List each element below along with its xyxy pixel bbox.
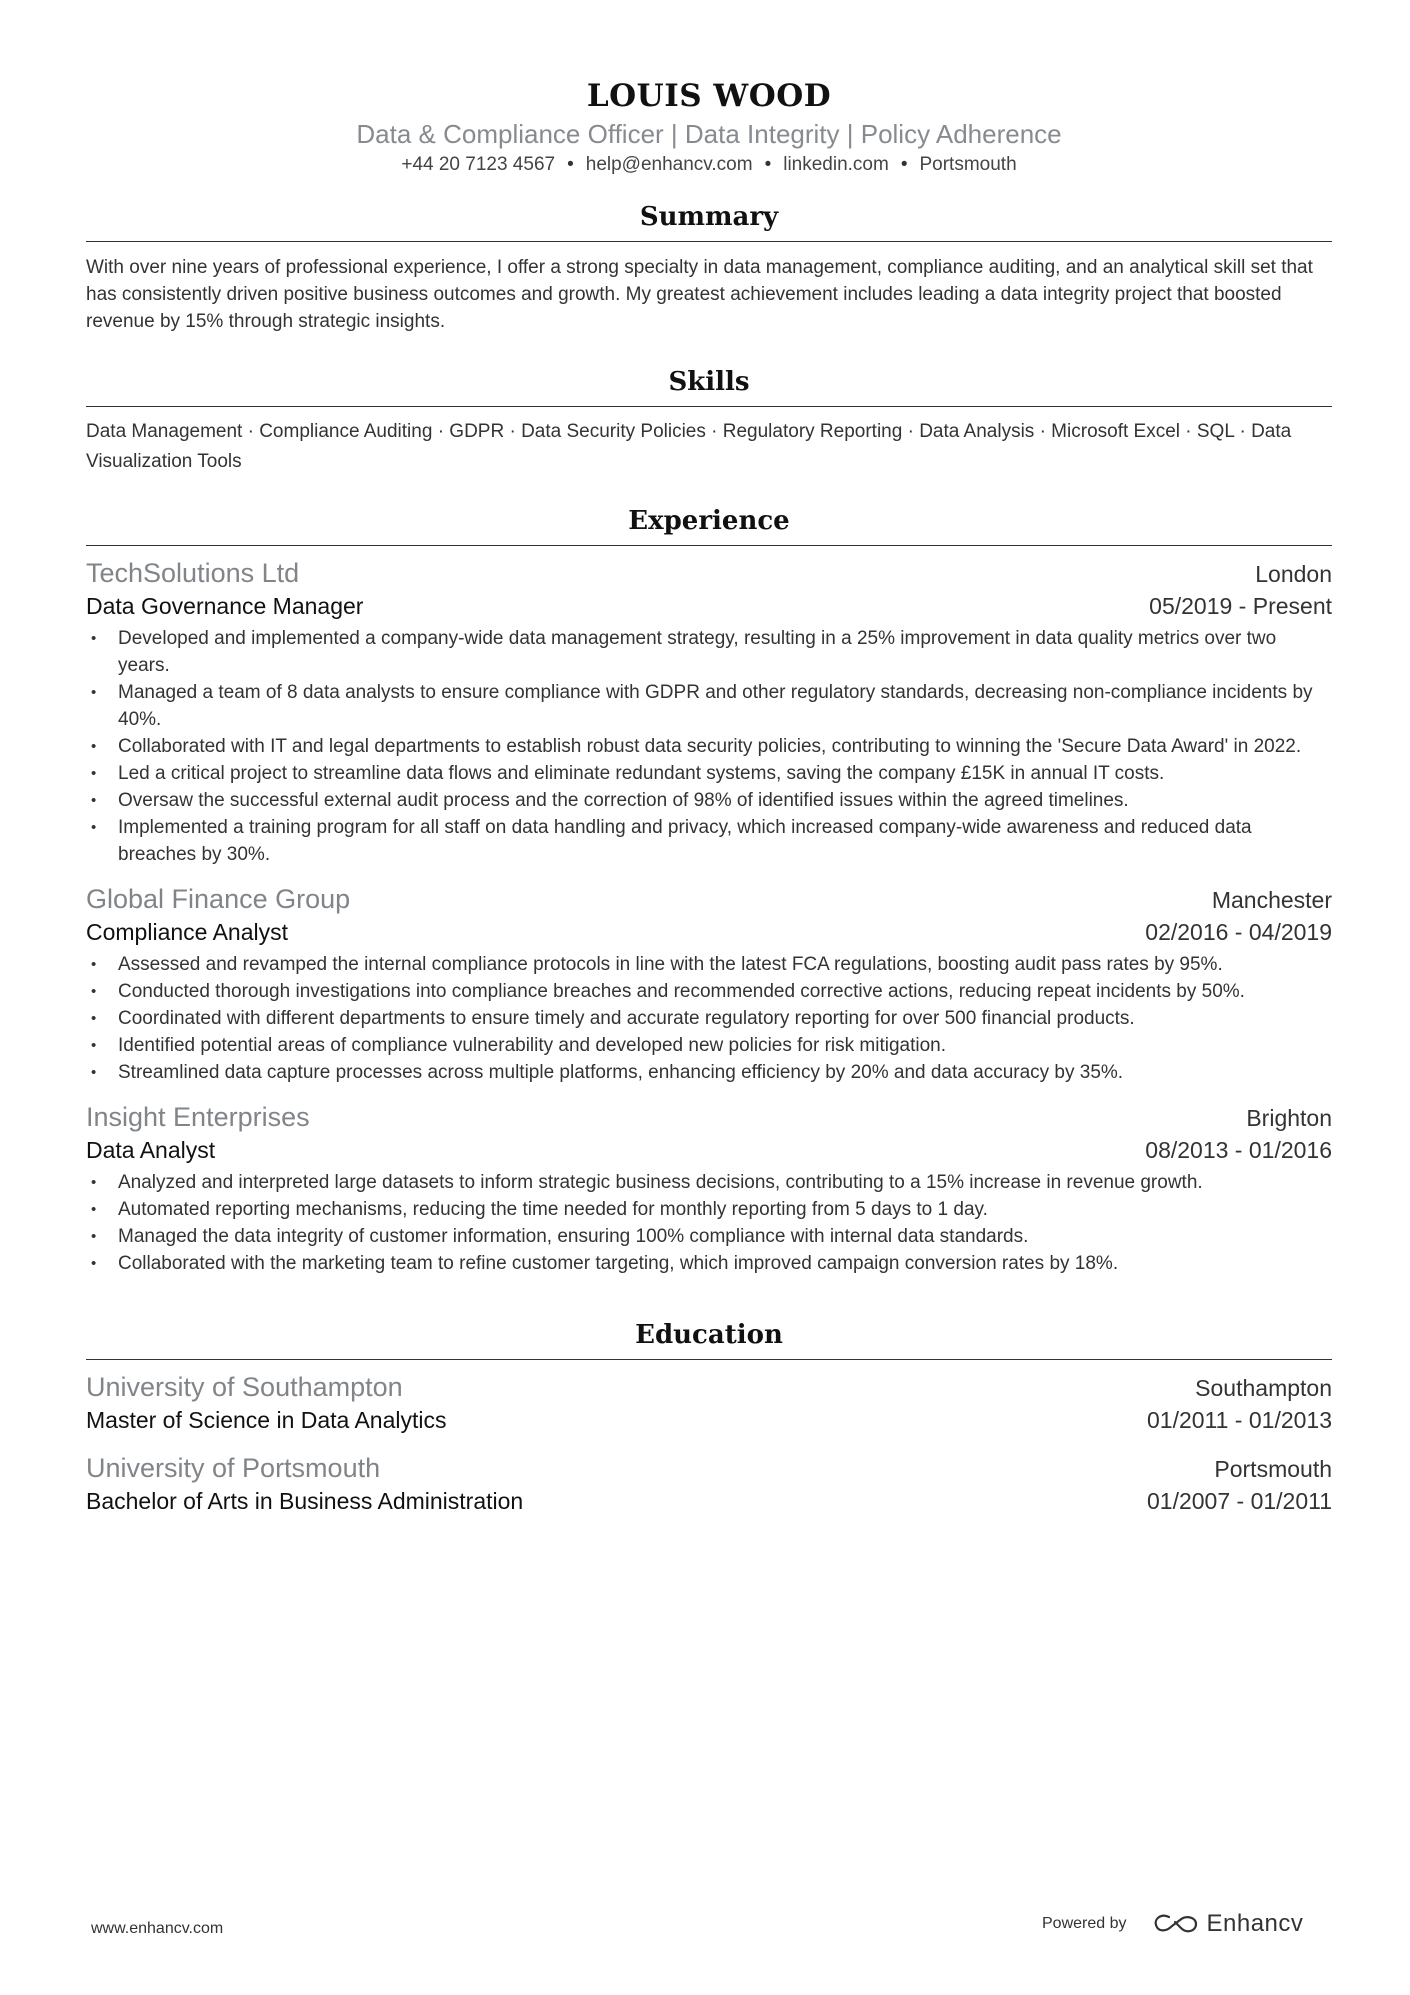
- separator-dot: •: [764, 154, 772, 175]
- achievement-item: • Managed the data integrity of customer information, ensuring 100% compliance with internal data standards.: [118, 1223, 1332, 1250]
- education-entry: [86, 1451, 1332, 1517]
- achievement-item: • Collaborated with the marketing team to refine customer targeting, which improved campaign conversion rates by 18%.: [118, 1250, 1332, 1277]
- achievement-item: • Automated reporting mechanisms, reducing the time needed for monthly reporting from 5 days to 1 day.: [118, 1196, 1332, 1223]
- school-name: University of Portsmouth: [86, 1453, 381, 1483]
- education-section: [86, 1318, 1332, 1517]
- achievement-list: [86, 625, 1332, 868]
- experience-section: [86, 504, 1332, 1277]
- job-location: London: [1255, 561, 1332, 587]
- enhancv-brand-link[interactable]: [1151, 1910, 1304, 1938]
- linkedin-link[interactable]: linkedin.com: [783, 154, 889, 175]
- school-name: University of Southampton: [86, 1372, 403, 1402]
- job-location: Manchester: [1211, 887, 1332, 913]
- footer-branding: [1042, 1910, 1303, 1938]
- section-title-summary: Summary: [86, 200, 1332, 242]
- achievement-list: [86, 951, 1332, 1086]
- job-title: Compliance Analyst: [86, 919, 288, 945]
- footer-website-link[interactable]: www.enhancv.com: [91, 1920, 224, 1937]
- powered-by-text: Powered by: [1042, 1915, 1127, 1932]
- section-title-education: Education: [86, 1318, 1332, 1360]
- experience-entry: [86, 556, 1332, 868]
- education-dates: 01/2007 - 01/2011: [1146, 1488, 1332, 1514]
- experience-entry: [86, 882, 1332, 1086]
- degree-name: Master of Science in Data Analytics: [86, 1407, 447, 1433]
- company-name: Global Finance Group: [86, 884, 351, 914]
- achievement-item: • Streamlined data capture processes across multiple platforms, enhancing efficiency by 20% and data accuracy by 35%.: [118, 1059, 1332, 1086]
- contact-line: [86, 153, 1332, 177]
- achievement-item: • Developed and implemented a company-wide data management strategy, resulting in a 25% improvement in data quality metrics over two years.: [118, 625, 1332, 679]
- education-dates: 01/2011 - 01/2013: [1146, 1407, 1332, 1433]
- section-title-experience: Experience: [86, 504, 1332, 546]
- resume-page: [86, 0, 1332, 1517]
- achievement-item: • Led a critical project to streamline data flows and eliminate redundant systems, saving the company £15K in annual IT costs.: [118, 760, 1332, 787]
- phone-text: +44 20 7123 4567: [401, 154, 556, 175]
- experience-entry: [86, 1100, 1332, 1277]
- job-location: Brighton: [1246, 1105, 1332, 1131]
- achievement-item: • Oversaw the successful external audit process and the correction of 98% of identified issues within the agreed timelines.: [118, 787, 1332, 814]
- separator-dot: •: [567, 154, 574, 175]
- brand-name: Enhancv: [1206, 1910, 1304, 1937]
- section-title-skills: Skills: [86, 365, 1332, 407]
- enhancv-logo-icon: [1151, 1911, 1201, 1937]
- summary-text: With over nine years of professional experience, I offer a strong specialty in data management, compliance auditing, and an analytical skill set that has consistently driven positive business outcomes and growth. My greatest achievement includes leading a data integrity project that boosted revenue by 15% through strategic insights.: [86, 257, 1313, 332]
- candidate-name: LOUIS WOOD: [586, 78, 832, 114]
- education-entry: [86, 1370, 1332, 1436]
- achievement-item: • Managed a team of 8 data analysts to ensure compliance with GDPR and other regulatory standards, decreasing non-compliance incidents by 40%.: [118, 679, 1332, 733]
- job-dates: 02/2016 - 04/2019: [1145, 919, 1332, 945]
- achievement-item: • Assessed and revamped the internal compliance protocols in line with the latest FCA regulations, boosting audit pass rates by 95%.: [118, 951, 1332, 978]
- email-link[interactable]: help@enhancv.com: [585, 154, 753, 175]
- summary-section: [86, 200, 1332, 335]
- separator-dot: •: [900, 154, 908, 175]
- company-name: TechSolutions Ltd: [86, 558, 300, 588]
- achievement-item: • Conducted thorough investigations into compliance breaches and recommended corrective actions, reducing repeat incidents by 50%.: [118, 978, 1332, 1005]
- degree-name: Bachelor of Arts in Business Administration: [86, 1488, 524, 1514]
- job-dates: 05/2019 - Present: [1149, 593, 1332, 619]
- candidate-headline: Data & Compliance Officer | Data Integrity | Policy Adherence: [356, 119, 1062, 149]
- job-dates: 08/2013 - 01/2016: [1145, 1137, 1332, 1163]
- job-title: Data Analyst: [86, 1137, 216, 1163]
- skills-section: [86, 365, 1332, 477]
- location-text: Portsmouth: [919, 154, 1017, 175]
- achievement-item: • Coordinated with different departments to ensure timely and accurate regulatory reporting for over 500 financial products.: [118, 1005, 1332, 1032]
- achievement-item: • Collaborated with IT and legal departments to establish robust data security policies, contributing to winning the 'Secure Data Award' in 2022.: [118, 733, 1332, 760]
- achievement-item: • Identified potential areas of compliance vulnerability and developed new policies for risk mitigation.: [118, 1032, 1332, 1059]
- achievement-item: • Implemented a training program for all staff on data handling and privacy, which increased company-wide awareness and reduced data breaches by 30%.: [118, 814, 1332, 868]
- school-location: Southampton: [1195, 1375, 1332, 1401]
- achievement-item: • Analyzed and interpreted large datasets to inform strategic business decisions, contributing to a 15% increase in revenue growth.: [118, 1169, 1332, 1196]
- achievement-list: [86, 1169, 1332, 1277]
- company-name: Insight Enterprises: [86, 1102, 310, 1132]
- job-title: Data Governance Manager: [86, 593, 364, 619]
- school-location: Portsmouth: [1214, 1456, 1332, 1482]
- skills-list: Data Management · Compliance Auditing · GDPR · Data Security Policies · Regulatory Reporting · Data Analysis · Microsoft Excel · SQL · Data Visualization Tools: [86, 421, 1292, 472]
